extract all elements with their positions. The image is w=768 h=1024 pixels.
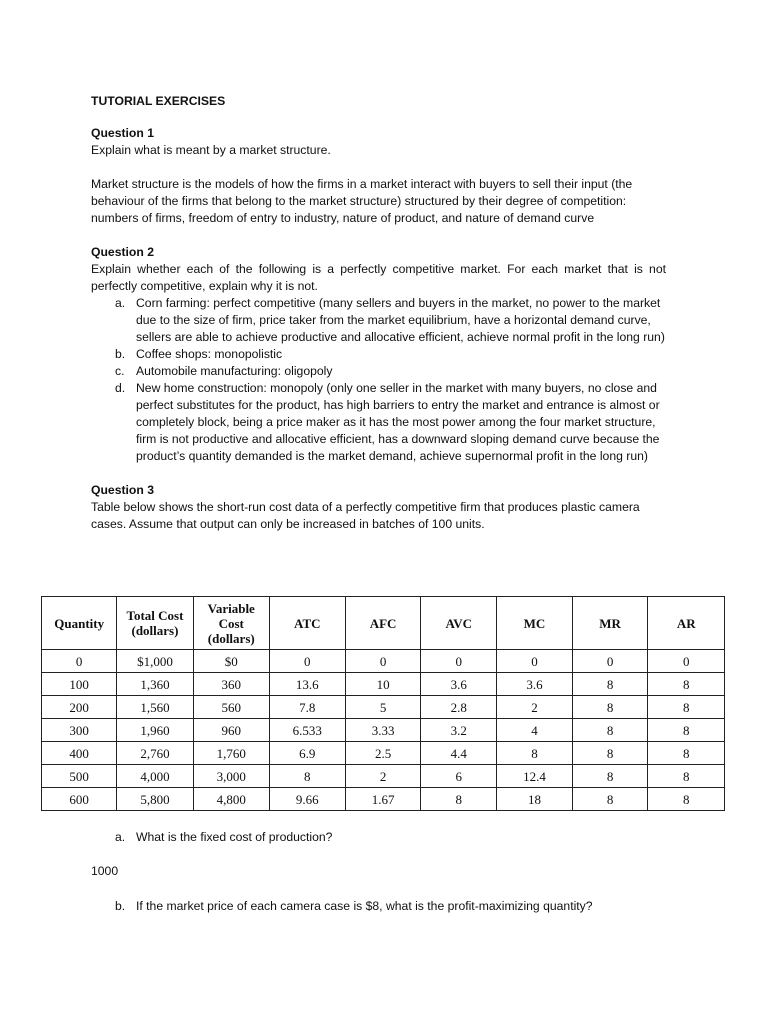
table-cell: 4,800: [193, 788, 269, 811]
table-cell: 3.33: [345, 719, 421, 742]
table-cell: 300: [42, 719, 117, 742]
table-cell: 4,000: [117, 765, 193, 788]
table-row: [42, 696, 725, 719]
table-cell: 100: [42, 673, 117, 696]
table-cell: 560: [193, 696, 269, 719]
table-cell: 5: [345, 696, 421, 719]
cost-table: [41, 596, 725, 811]
column-header: Quantity: [42, 597, 117, 650]
table-cell: $0: [193, 650, 269, 673]
list-marker: c.: [115, 364, 125, 378]
table-cell: 8: [648, 742, 725, 765]
question-3-prompt: Table below shows the short-run cost data of a perfectly competitive firm that produces plastic camera cases. Assume that output can only be increased in batches of 100 units.: [91, 500, 640, 531]
table-cell: 960: [193, 719, 269, 742]
table-cell: 4.4: [421, 742, 497, 765]
list-item-text: Corn farming: perfect competitive (many sellers and buyers in the market, no power to the market due to the size of firm, price taker from the market equilibrium, have a horizontal demand curve, sellers are able to achieve productive and allocative efficient, achieve normal profit in the long run): [136, 296, 665, 344]
question-3a: [91, 829, 691, 846]
table-cell: 12.4: [497, 765, 573, 788]
list-marker: b.: [115, 347, 126, 361]
table-row: [42, 650, 725, 673]
list-item: [91, 295, 666, 346]
table-cell: 1,560: [117, 696, 193, 719]
table-cell: 400: [42, 742, 117, 765]
question-3b: [91, 898, 691, 915]
table-cell: 1,960: [117, 719, 193, 742]
column-header: AVC: [421, 597, 497, 650]
table-cell: 0: [421, 650, 497, 673]
table-cell: 200: [42, 696, 117, 719]
column-header: Total Cost (dollars): [117, 597, 193, 650]
table-cell: 8: [648, 696, 725, 719]
question-1-answer: Market structure is the models of how the firms in a market interact with buyers to sell their input (the behaviour of the firms that belong to the market structure) structured by their degree of competition: numbers of firms, freedom of entry to industry, nature of product, and nature of demand curve: [91, 177, 633, 225]
table-cell: 4: [497, 719, 573, 742]
list-item: [91, 380, 666, 465]
table-cell: 2.5: [345, 742, 421, 765]
question-1-prompt: Explain what is meant by a market structure.: [91, 143, 331, 157]
list-item-text: Automobile manufacturing: oligopoly: [136, 364, 333, 378]
table-cell: 8: [497, 742, 573, 765]
table-cell: 3.2: [421, 719, 497, 742]
table-cell: 8: [648, 788, 725, 811]
table-row: [42, 765, 725, 788]
list-item-text: New home construction: monopoly (only one seller in the market with many buyers, no close and perfect substitutes for the product, has high barriers to entry the market and entrance is almost or completely block, being a price maker as it has the most power among the four market structure, firm is not productive and allocative efficient, has a downward sloping demand curve because the product’s quantity demanded is the market demand, achieve supernormal profit in the long run): [136, 381, 660, 463]
table-cell: 1,360: [117, 673, 193, 696]
column-header: ATC: [269, 597, 345, 650]
question-3-heading: Question 3: [91, 483, 154, 497]
table-cell: 18: [497, 788, 573, 811]
table-row: [42, 719, 725, 742]
table-cell: 10: [345, 673, 421, 696]
table-cell: 0: [42, 650, 117, 673]
table-cell: 6: [421, 765, 497, 788]
table-cell: 8: [648, 719, 725, 742]
table-cell: 7.8: [269, 696, 345, 719]
list-item-text: Coffee shops: monopolistic: [136, 347, 283, 361]
column-header: Variable Cost (dollars): [193, 597, 269, 650]
table-cell: 0: [648, 650, 725, 673]
question-2-list: [91, 295, 666, 465]
list-marker: a.: [115, 296, 126, 310]
question-2-prompt: Explain whether each of the following is a perfectly competitive market. For each market that is not perfectly competitive, explain why it is not.: [91, 262, 666, 293]
table-cell: 8: [648, 765, 725, 788]
column-header: MC: [497, 597, 573, 650]
question-3a-answer: 1000: [91, 864, 119, 878]
table-cell: 8: [572, 719, 648, 742]
table-cell: 1.67: [345, 788, 421, 811]
table-cell: 6.533: [269, 719, 345, 742]
table-cell: 13.6: [269, 673, 345, 696]
table-row: [42, 742, 725, 765]
table-cell: 2: [497, 696, 573, 719]
table-cell: 8: [648, 673, 725, 696]
table-cell: 8: [572, 765, 648, 788]
question-3b-text: If the market price of each camera case is $8, what is the profit-maximizing quantity?: [136, 899, 593, 913]
list-item: [91, 346, 666, 363]
table-cell: 3.6: [497, 673, 573, 696]
table-cell: 3,000: [193, 765, 269, 788]
table-cell: 2.8: [421, 696, 497, 719]
table-cell: 6.9: [269, 742, 345, 765]
table-cell: 8: [572, 788, 648, 811]
table-row: [42, 673, 725, 696]
table-cell: 600: [42, 788, 117, 811]
list-marker: d.: [115, 381, 126, 395]
table-cell: 8: [572, 673, 648, 696]
table-cell: 0: [497, 650, 573, 673]
table-cell: 0: [345, 650, 421, 673]
table-cell: 360: [193, 673, 269, 696]
list-marker: a.: [115, 830, 126, 844]
table-cell: 0: [269, 650, 345, 673]
column-header: AR: [648, 597, 725, 650]
table-cell: 2,760: [117, 742, 193, 765]
table-header-row: [42, 597, 725, 650]
table-cell: 0: [572, 650, 648, 673]
question-1-heading: Question 1: [91, 126, 154, 140]
table-cell: 9.66: [269, 788, 345, 811]
question-2-heading: Question 2: [91, 245, 154, 259]
table-cell: 8: [572, 742, 648, 765]
table-cell: 1,760: [193, 742, 269, 765]
column-header: AFC: [345, 597, 421, 650]
table-cell: 3.6: [421, 673, 497, 696]
list-item: [91, 363, 666, 380]
column-header: MR: [572, 597, 648, 650]
table-cell: 8: [421, 788, 497, 811]
table-cell: 2: [345, 765, 421, 788]
list-marker: b.: [115, 899, 126, 913]
table-cell: 8: [572, 696, 648, 719]
table-cell: 8: [269, 765, 345, 788]
table-cell: $1,000: [117, 650, 193, 673]
table-cell: 5,800: [117, 788, 193, 811]
document-title: TUTORIAL EXERCISES: [91, 94, 226, 108]
table-cell: 500: [42, 765, 117, 788]
table-row: [42, 788, 725, 811]
document-body: [91, 93, 666, 533]
question-3a-text: What is the fixed cost of production?: [136, 830, 333, 844]
